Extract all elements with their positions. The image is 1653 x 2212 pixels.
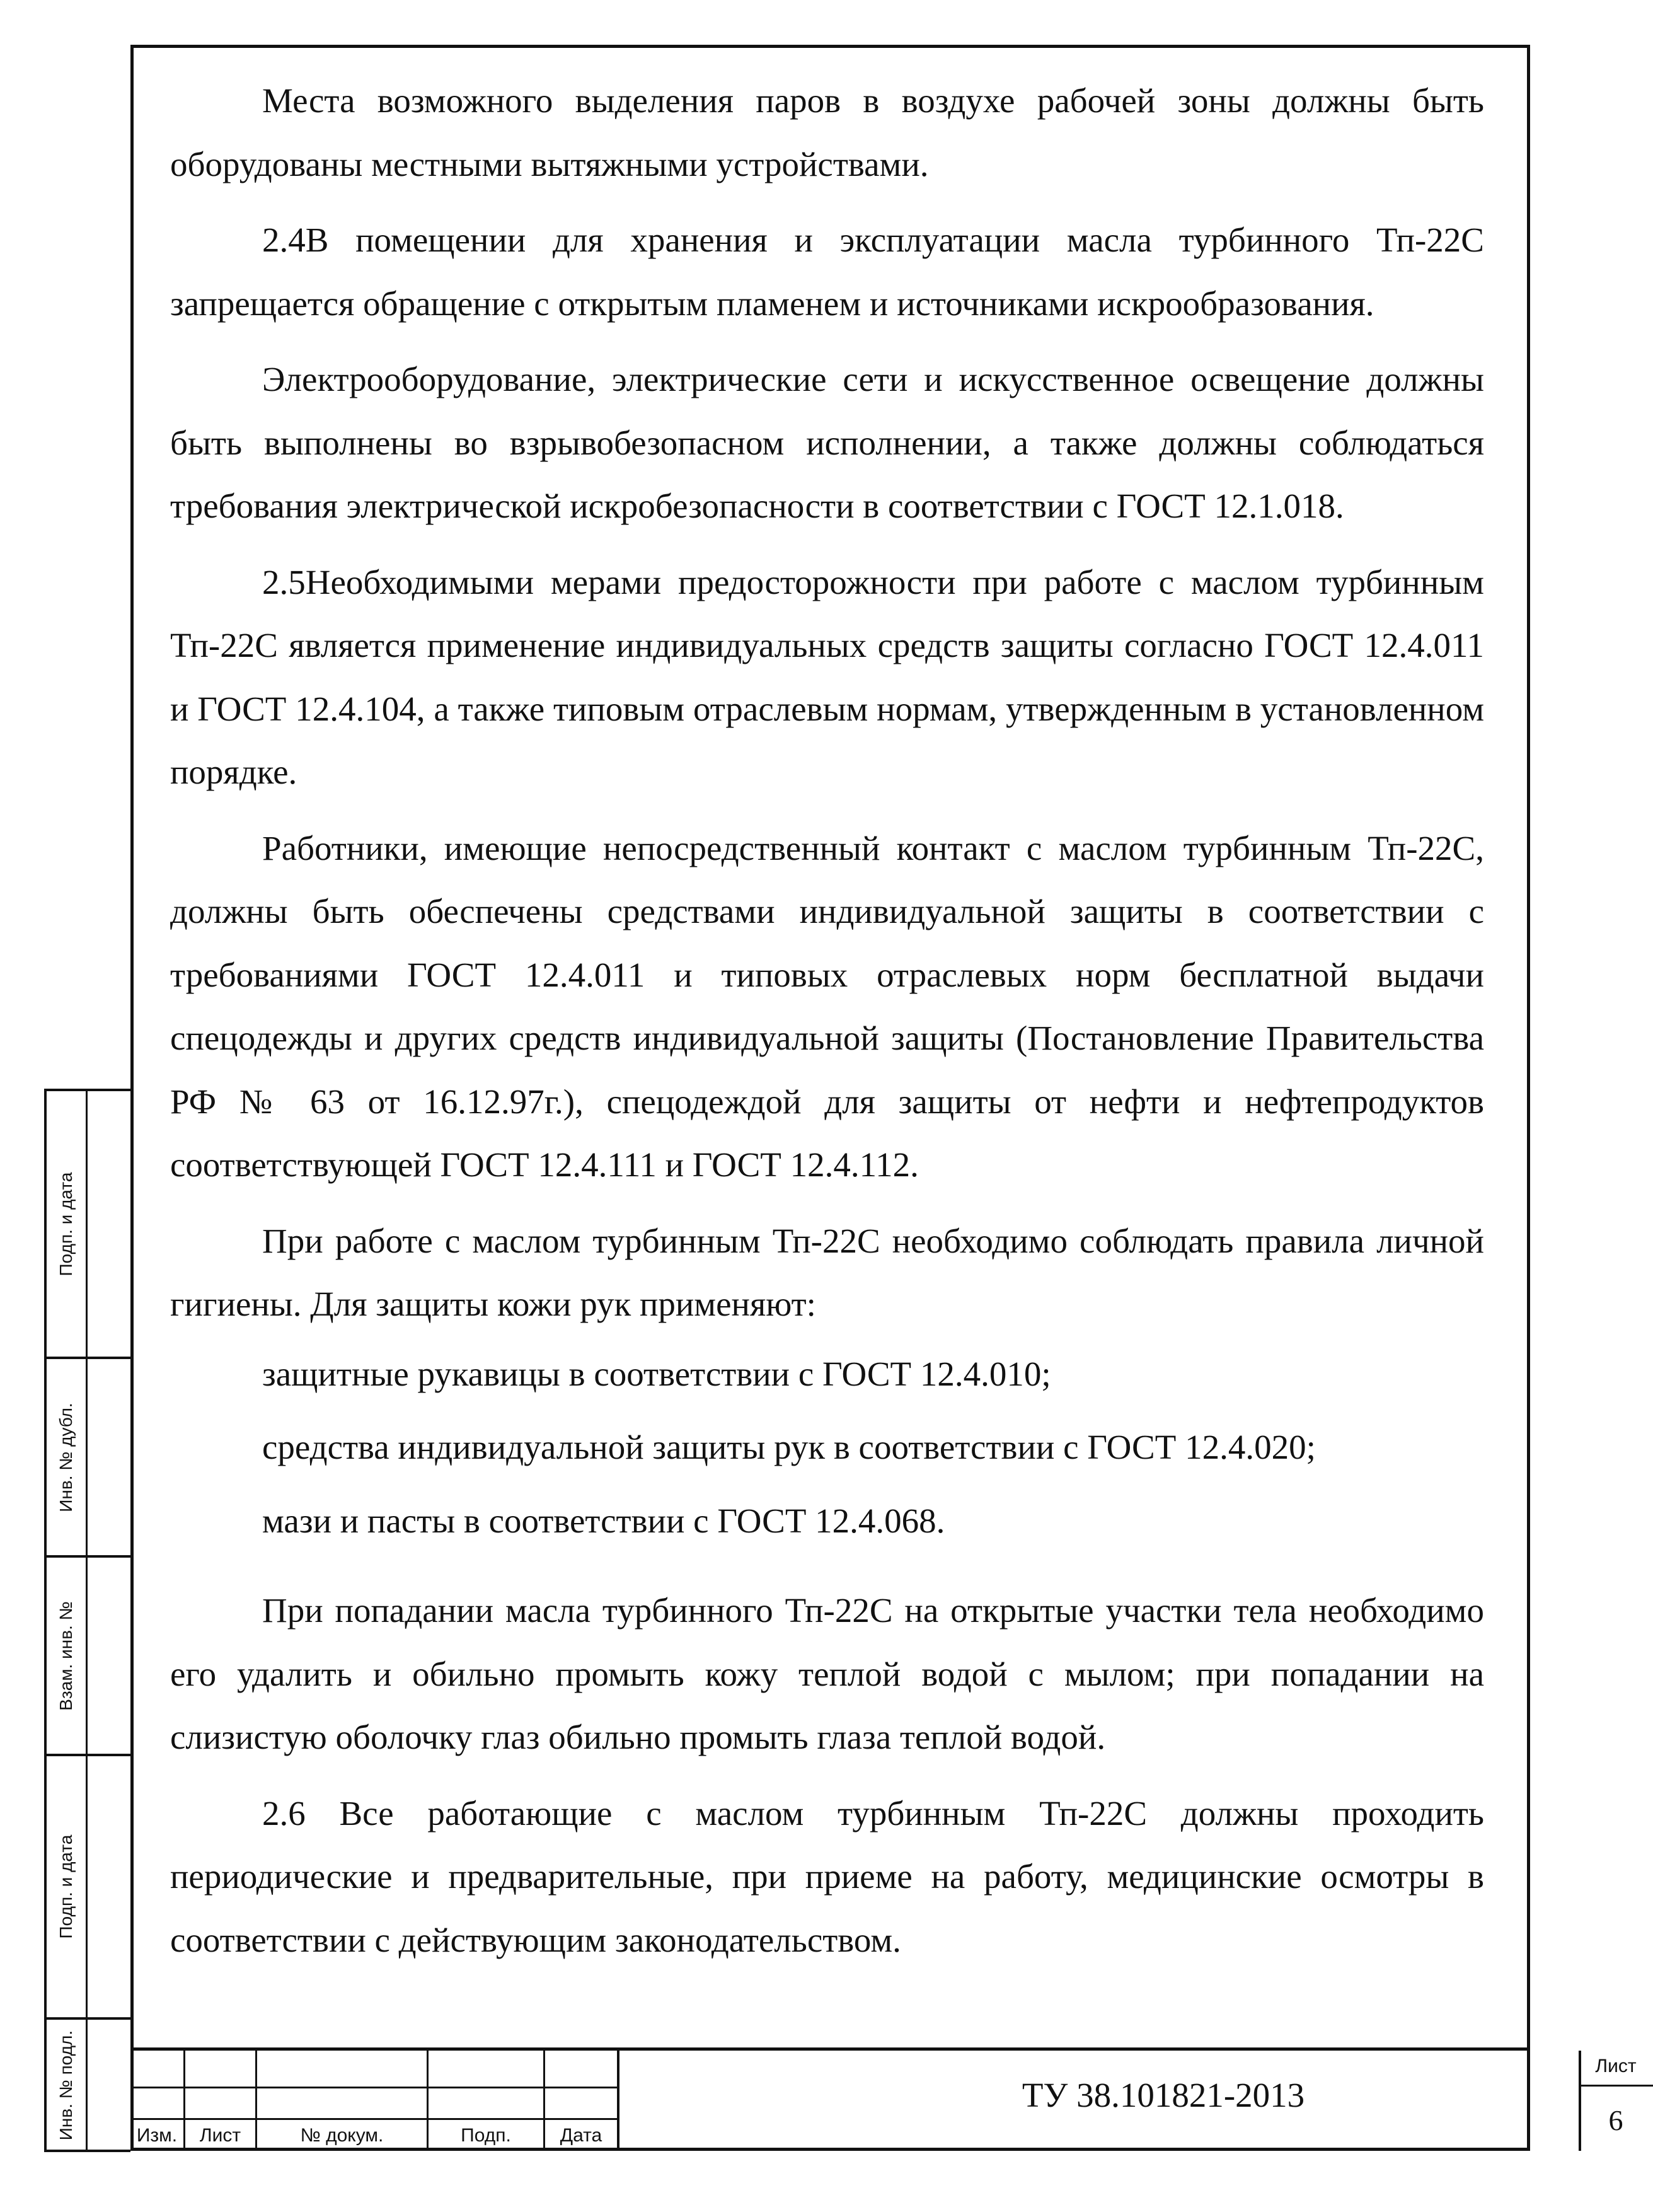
paragraph-2-6: 2.6 Все работающие с маслом турбинным Тп-22С должны проходить периодические и предварительные, при приеме на работу, медицинские осмотры в соответствии с действующим законодательством. bbox=[170, 1793, 1484, 1959]
side-label: Подп. и дата bbox=[56, 1834, 76, 1939]
sheet-number: 6 bbox=[1608, 2104, 1623, 2136]
list-item-hand-protection: средства индивидуальной защиты рук в соответствии с ГОСТ 12.4.020; bbox=[262, 1428, 1316, 1466]
side-cell-vzam-inv bbox=[44, 1555, 86, 1754]
document-number: ТУ 38.101821-2013 bbox=[1022, 2075, 1305, 2114]
side-stamp bbox=[44, 1089, 130, 2151]
list-item-ointments: мази и пасты в соответствии с ГОСТ 12.4.068. bbox=[262, 1501, 945, 1540]
sheet-label: Лист bbox=[1595, 2056, 1637, 2076]
side-cell-inv-dubl bbox=[44, 1357, 86, 1555]
side-label: Подп. и дата bbox=[56, 1172, 76, 1276]
col-podp-label: Подп. bbox=[461, 2125, 511, 2146]
paragraph-2-4: 2.4В помещении для хранения и эксплуатации масла турбинного Тп-22С запрещается обращение с открытым пламенем и источниками искрообразования. bbox=[170, 221, 1484, 323]
paragraph-2-5: 2.5Необходимыми мерами предосторожности при работе с маслом турбинным Тп-22С является применение индивидуальных средств защиты согласно ГОСТ 12.4.011 и ГОСТ 12.4.104, а также типовым отраслевым нормам, утвержденным в установленном порядке. bbox=[170, 562, 1484, 791]
col-list-label: Лист bbox=[199, 2125, 241, 2146]
side-label: Взам. инв. № bbox=[56, 1601, 76, 1711]
side-cell-inv-podl bbox=[44, 2017, 86, 2151]
paragraph-electrical: Электрооборудование, электрические сети и искусственное освещение должны быть выполнены во взрывобезопасном исполнении, а также должны соблюдаться требования электрической искробезопасности в соответствии с ГОСТ 12.1.018. bbox=[170, 360, 1484, 525]
side-label: Инв. № дубл. bbox=[56, 1402, 76, 1512]
col-data-label: Дата bbox=[560, 2125, 602, 2146]
document-body bbox=[170, 69, 1484, 1972]
paragraph-skin-contact: При попадании масла турбинного Тп-22С на открытые участки тела необходимо его удалить и обильно промыть кожу теплой водой с мылом; при попадании на слизистую оболочку глаз обильно промыть глаза теплой водой. bbox=[170, 1591, 1484, 1756]
paragraph-vapors: Места возможного выделения паров в воздухе рабочей зоны должны быть оборудованы местными вытяжными устройствами. bbox=[170, 81, 1484, 183]
list-item-gloves: защитные рукавицы в соответствии с ГОСТ 12.4.010; bbox=[262, 1354, 1051, 1393]
side-label: Инв. № подл. bbox=[56, 2030, 76, 2141]
side-stamp-bottom-line bbox=[44, 2150, 130, 2152]
col-docnum-label: № докум. bbox=[300, 2125, 384, 2146]
col-izm-label: Изм. bbox=[136, 2125, 178, 2146]
paragraph-workers: Работники, имеющие непосредственный контакт с маслом турбинным Тп-22С, должны быть обеспечены средствами индивидуальной защиты в соответствии с требованиями ГОСТ 12.4.011 и типовых отраслевых норм бесплатной выдачи спецодежды и других средств индивидуальной защиты (Постановление Правительства РФ № 63 от 16.12.97г.), спецодеждой для защиты от нефти и нефтепродуктов соответствующей ГОСТ 12.4.111 и ГОСТ 12.4.112. bbox=[170, 828, 1484, 1184]
side-cell-podp-data-2 bbox=[44, 1754, 86, 2017]
paragraph-hygiene: При работе с маслом турбинным Тп-22С необходимо соблюдать правила личной гигиены. Для защиты кожи рук применяют: bbox=[170, 1221, 1484, 1323]
title-block bbox=[130, 2047, 1637, 2151]
side-cell-podp-data-1 bbox=[44, 1089, 86, 1357]
